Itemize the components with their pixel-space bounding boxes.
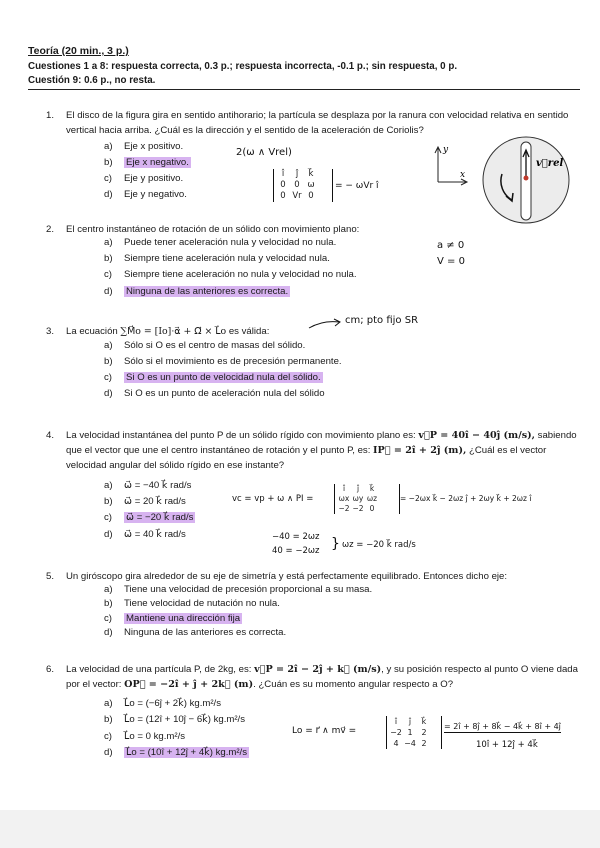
option-3b[interactable]: b) Sólo si el movimiento es de precesión permanente.	[104, 356, 342, 367]
handwritten-momentum-expansion: = 2î + 8ĵ + 8k⃗ − 4k⃗ + 8î + 4ĵ	[444, 722, 561, 731]
rotating-disc-figure	[420, 134, 580, 226]
selected-answer-highlight: L⃗o = (10î + 12ĵ + 4k⃗) kg.m²/s	[126, 747, 248, 758]
option-4d[interactable]: d) ω⃗ = 40 k⃗ rad/s	[104, 529, 186, 540]
selected-answer-highlight: ω⃗ = −20 k⃗ rad/s	[126, 512, 194, 523]
handwritten-momentum-result: 10î + 12ĵ + 4k⃗	[476, 740, 538, 750]
option-4b[interactable]: b) ω⃗ = 20 k⃗ rad/s	[104, 496, 186, 507]
selected-answer-highlight: Ninguna de las anteriores es correcta.	[126, 286, 289, 297]
velocity-equation: v⃗P = 40î − 40ĵ (m/s),	[418, 430, 535, 441]
euler-equation: ∑M⃗o = [Io]·α⃗ + Ω⃗ × L⃗o	[120, 326, 227, 337]
option-2a[interactable]: a) Puede tener aceleración nula y velocidad no nula.	[104, 237, 337, 248]
option-5a[interactable]: a) Tiene una velocidad de precesión proporcional a su masa.	[104, 584, 373, 595]
handwritten-arrow	[307, 316, 343, 332]
option-4c[interactable]: c) ω⃗ = −20 k⃗ rad/s	[104, 512, 194, 523]
option-1d[interactable]: d) Eje y negativo.	[104, 189, 187, 200]
option-3a[interactable]: a) Sólo si O es el centro de masas del sólido.	[104, 340, 306, 351]
option-1c[interactable]: c) Eje y positivo.	[104, 173, 184, 184]
option-5d[interactable]: d) Ninguna de las anteriores es correcta.	[104, 627, 287, 638]
handwritten-cross-product-result: = −2ωx k⃗ − 2ωz ĵ + 2ωy k⃗ + 2ωz î	[400, 494, 532, 503]
option-6d[interactable]: d) L⃗o = (10î + 12ĵ + 4k⃗) kg.m²/s	[104, 747, 248, 758]
question-text: El centro instantáneo de rotación de un sólido con movimiento plano:	[66, 224, 360, 235]
option-6b[interactable]: b) L⃗o = (12î + 10ĵ − 6k⃗) kg.m²/s	[104, 714, 246, 725]
question-text-end: . ¿Cuán es su momento angular respecto a O?	[253, 679, 454, 690]
option-2d[interactable]: d) Ninguna de las anteriores es correcta.	[104, 286, 289, 297]
question-text-end: es válida:	[228, 326, 270, 337]
handwritten-matrix-q1: î ĵ k⃗ 0 0 ω 0 Vr 0	[273, 169, 333, 202]
selected-answer-highlight: Mantiene una dirección fija	[126, 613, 241, 624]
handwritten-matrix-q4: î ĵ k⃗ ωx ωy ωz −2 −2 0	[334, 484, 400, 514]
option-5b[interactable]: b) Tiene velocidad de nutación no nula.	[104, 598, 280, 609]
handwritten-fixed-point-note: cm; pto fijo SR	[345, 315, 419, 326]
handwritten-accel-note: a ≠ 0	[437, 240, 465, 251]
question-number: 3.	[46, 326, 55, 337]
scoring-line-1: Cuestiones 1 a 8: respuesta correcta, 0.3 p.; respuesta incorrecta, -0.1 p.; sin respuesta, 0 p.	[28, 61, 458, 72]
handwritten-eq-1: −40 = 2ωz	[272, 532, 320, 542]
question-number: 2.	[46, 224, 55, 235]
axis-y-label: y	[443, 145, 449, 155]
position-equation: IP⃗ = 2î + 2ĵ (m),	[373, 445, 467, 456]
particle-position-equation: OP⃗ = −2î + ĵ + 2k⃗ (m)	[124, 679, 254, 690]
question-number: 1.	[46, 110, 55, 121]
option-6c[interactable]: c) L⃗o = 0 kg.m²/s	[104, 731, 186, 742]
question-text: Un giróscopo gira alrededor de su eje de simetría y está perfectamente equilibrado. Entonces dicho eje:	[66, 571, 508, 582]
selected-answer-highlight: Si O es un punto de velocidad nula del sólido.	[126, 372, 321, 383]
particle-dot	[524, 176, 529, 181]
handwritten-velocity-note: V = 0	[437, 256, 465, 267]
option-3d[interactable]: d) Si O es un punto de aceleración nula del sólido	[104, 388, 325, 399]
option-6a[interactable]: a) L⃗o = (−6ĵ + 2k⃗) kg.m²/s	[104, 698, 222, 709]
axis-x-label: x	[460, 170, 466, 180]
vrel-label: v⃗rel	[536, 158, 564, 169]
option-2c[interactable]: c) Siempre tiene aceleración no nula y velocidad no nula.	[104, 269, 357, 280]
bottom-margin	[0, 810, 600, 848]
question-number: 4.	[46, 430, 55, 441]
handwritten-angular-momentum: Lo = r⃗ ∧ mv⃗ =	[292, 726, 357, 736]
question-number: 5.	[46, 571, 55, 582]
handwritten-matrix-q6: î ĵ k⃗ −2 1 2 4 −4 2	[386, 716, 442, 749]
handwritten-coriolis-result: = − ωVr î	[335, 181, 379, 191]
question-text-end: ¿Cuál es el vector velocidad angular del sólido rígido en ese instante?	[66, 445, 547, 471]
question-text: El disco de la figura gira en sentido antihorario; la partícula se desplaza por la ranura con velocidad relativa en sentido vertical hacia arriba. ¿Cuál es la dirección y el sentido de la aceleración de Coriolis?	[66, 110, 569, 136]
option-5c[interactable]: c) Mantiene una dirección fija	[104, 613, 241, 624]
question-text-mid: , y su posición respecto al punto O viene dada por el vector:	[66, 664, 578, 690]
question-number: 6.	[46, 664, 55, 675]
selected-answer-highlight: Eje x negativo.	[126, 157, 189, 168]
scoring-line-2: Cuestión 9: 0.6 p., no resta.	[28, 75, 156, 86]
handwritten-coriolis-note: 2(ω ∧ Vrel)	[236, 147, 292, 158]
particle-velocity-equation: v⃗P = 2î − 2ĵ + k⃗ (m/s)	[254, 664, 382, 675]
handwritten-eq-2: 40 = −2ωz	[272, 546, 320, 556]
option-4a[interactable]: a) ω⃗ = −40 k⃗ rad/s	[104, 480, 192, 491]
option-1a[interactable]: a) Eje x positivo.	[104, 141, 184, 152]
option-3c[interactable]: c) Si O es un punto de velocidad nula del sólido.	[104, 372, 321, 383]
exam-title: Teoría (20 min., 3 p.)	[28, 45, 129, 57]
header-divider	[28, 89, 580, 90]
question-text: La ecuación	[66, 326, 118, 337]
question-text-mid: sabiendo que el vector que une el centro instantáneo de rotación y el punto P, es:	[66, 430, 577, 456]
handwritten-angular-velocity: ωz = −20 k⃗ rad/s	[342, 540, 416, 550]
handwritten-brace: }	[331, 536, 340, 552]
option-1b[interactable]: b) Eje x negativo.	[104, 157, 189, 168]
handwritten-velocity-relation: vc = vp + ω ∧ PI =	[232, 494, 314, 504]
option-2b[interactable]: b) Siempre tiene aceleración nula y velocidad nula.	[104, 253, 330, 264]
question-text: La velocidad de una partícula P, de 2kg, es:	[66, 664, 252, 675]
question-text: La velocidad instantánea del punto P de un sólido rígido con movimiento plano es:	[66, 430, 416, 441]
